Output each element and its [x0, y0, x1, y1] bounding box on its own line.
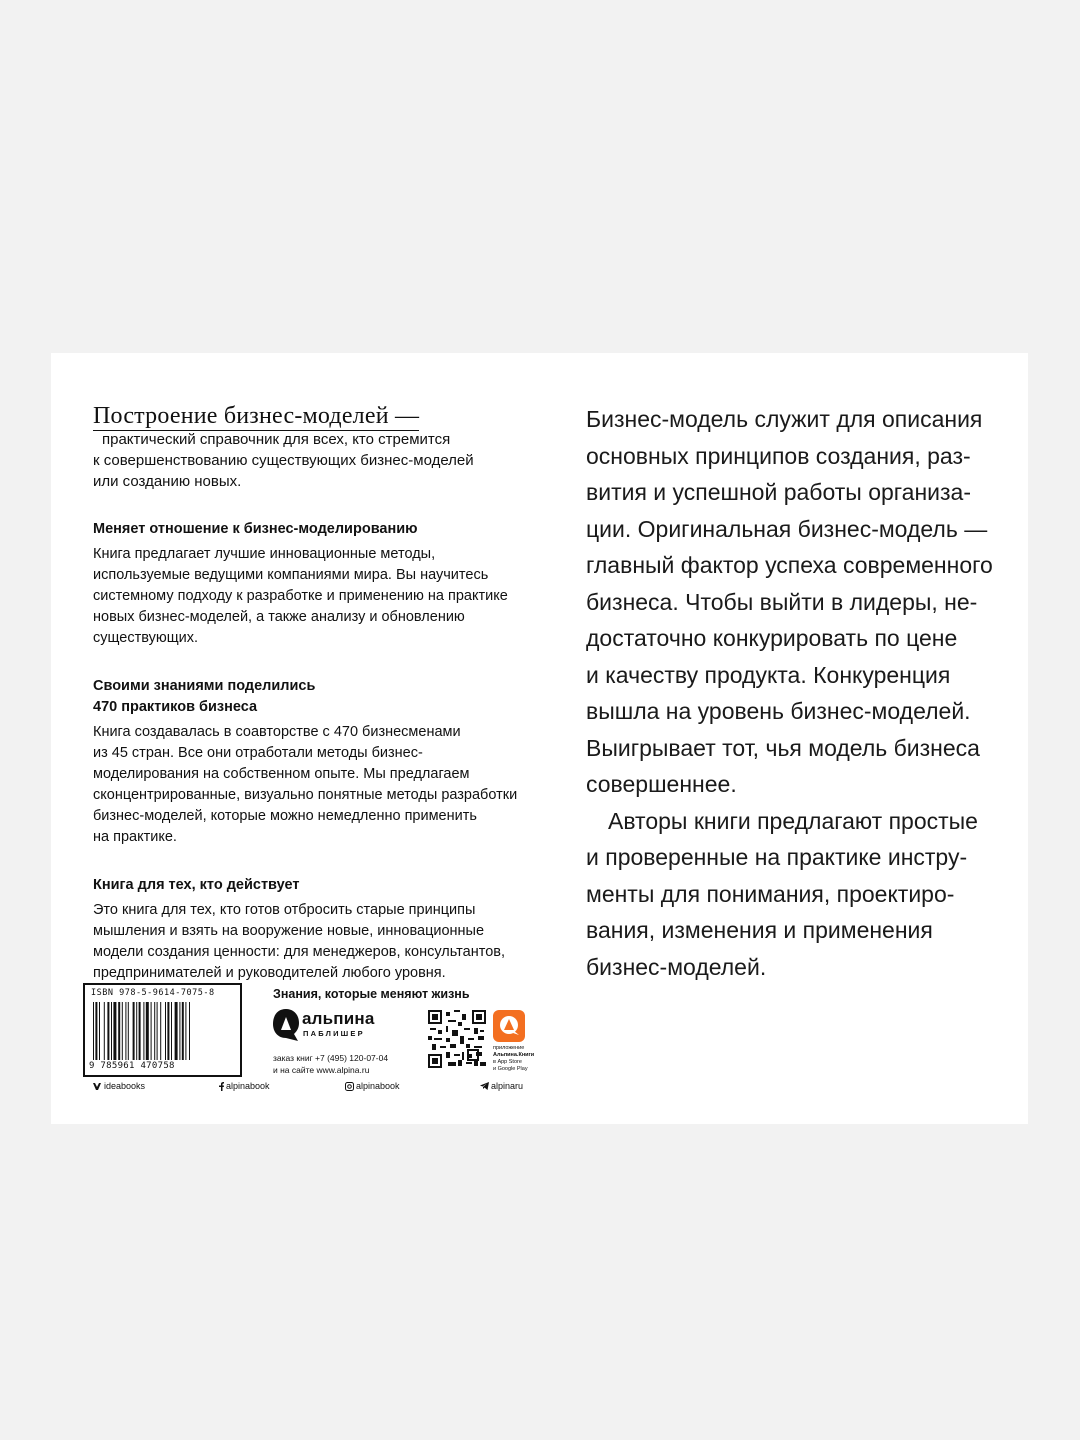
alpina-logo-icon	[272, 1008, 300, 1042]
ean-digits: 9 785961 470758	[89, 1061, 175, 1071]
order-site: и на сайте www.alpina.ru	[273, 1065, 370, 1075]
social-vk-label: ideabooks	[104, 1081, 146, 1091]
order-phone: заказ книг +7 (495) 120-07-04	[273, 1053, 389, 1063]
social-tg-label: alpinaru	[491, 1081, 524, 1091]
section-text: Это книга для тех, кто готов отбросить старые принципы мышления и взять на вооружение новые, инновационные модели создания ценности: для менеджеров, консультантов, предпринимателей и руководителей любого уровня.	[93, 902, 506, 981]
social-vk[interactable]	[93, 1081, 145, 1091]
publisher-tagline: Знания, которые меняют жизнь	[273, 987, 470, 1001]
isbn-number: ISBN 978-5-9614-7075-8	[91, 988, 215, 998]
section-text: Книга предлагает лучшие инновационные методы, используемые ведущими компаниями мира. Вы научитесь системному подходу к разработке и применению на практике новых бизнес-моделей, а также анализу и обновлению существующих.	[93, 546, 508, 646]
isbn-barcode	[83, 983, 242, 1077]
social-tg[interactable]	[480, 1081, 523, 1091]
instagram-icon	[345, 1082, 354, 1091]
publisher-name: альпина	[302, 1009, 375, 1028]
app-google: и Google Play	[493, 1066, 528, 1072]
app-store: в App Store	[493, 1059, 522, 1065]
left-column	[93, 403, 553, 984]
app-info	[493, 1045, 534, 1073]
section-title: Книга для тех, кто действует	[93, 877, 300, 893]
facebook-icon	[219, 1082, 224, 1091]
right-paragraph-1: Бизнес-модель служит для описания основных принципов создания, раз- вития и успешной работы организа- ции. Оригинальная бизнес-модель — главный фактор успеха современного бизнеса. Чтобы выйти в лидеры, не- достаточно конкурировать по цене и качеству продукта. Конкуренция вышла на уровень бизнес-моделей. Выигрывает тот, чья модель бизнеса совершеннее.	[586, 406, 993, 797]
section-title: Меняет отношение к бизнес-моделированию	[93, 521, 418, 537]
publisher-sub: ПАБЛИШЕР	[303, 1029, 365, 1038]
vk-icon	[93, 1083, 102, 1090]
order-info	[273, 1052, 388, 1076]
lead-text: практический справочник для всех, кто стремится к совершенствованию существующих бизнес-моделей или созданию новых.	[93, 431, 474, 490]
section-title: Своими знаниями поделились 470 практиков бизнеса	[93, 678, 316, 715]
social-fb[interactable]	[219, 1081, 270, 1091]
publisher-logo	[272, 1008, 392, 1048]
app-icon	[493, 1010, 525, 1042]
lead-title: Построение бизнес-моделей —	[93, 403, 420, 429]
social-fb-label: alpinabook	[226, 1081, 270, 1091]
telegram-icon	[480, 1082, 489, 1090]
right-column	[586, 401, 993, 985]
section-text: Книга создавалась в соавторстве с 470 бизнесменами из 45 стран. Все они отработали методы бизнес- моделирования на собственном опыте. Мы предлагаем сконцентрированные, визуально понятные методы разработки бизнес-моделей, которые можно немедленно применить на практике.	[93, 724, 518, 845]
qr-code	[428, 1010, 486, 1068]
book-back-cover	[51, 353, 1028, 1124]
social-ig-label: alpinabook	[356, 1081, 400, 1091]
barcode-bars	[93, 1002, 231, 1060]
app-name: Альпина.Книги	[493, 1052, 535, 1058]
app-label: приложение	[493, 1045, 525, 1051]
social-ig[interactable]	[345, 1081, 400, 1091]
right-paragraph-2: Авторы книги предлагают простые и проверенные на практике инстру- менты для понимания, проектиро- вания, изменения и применения бизнес-моделей.	[586, 807, 978, 980]
